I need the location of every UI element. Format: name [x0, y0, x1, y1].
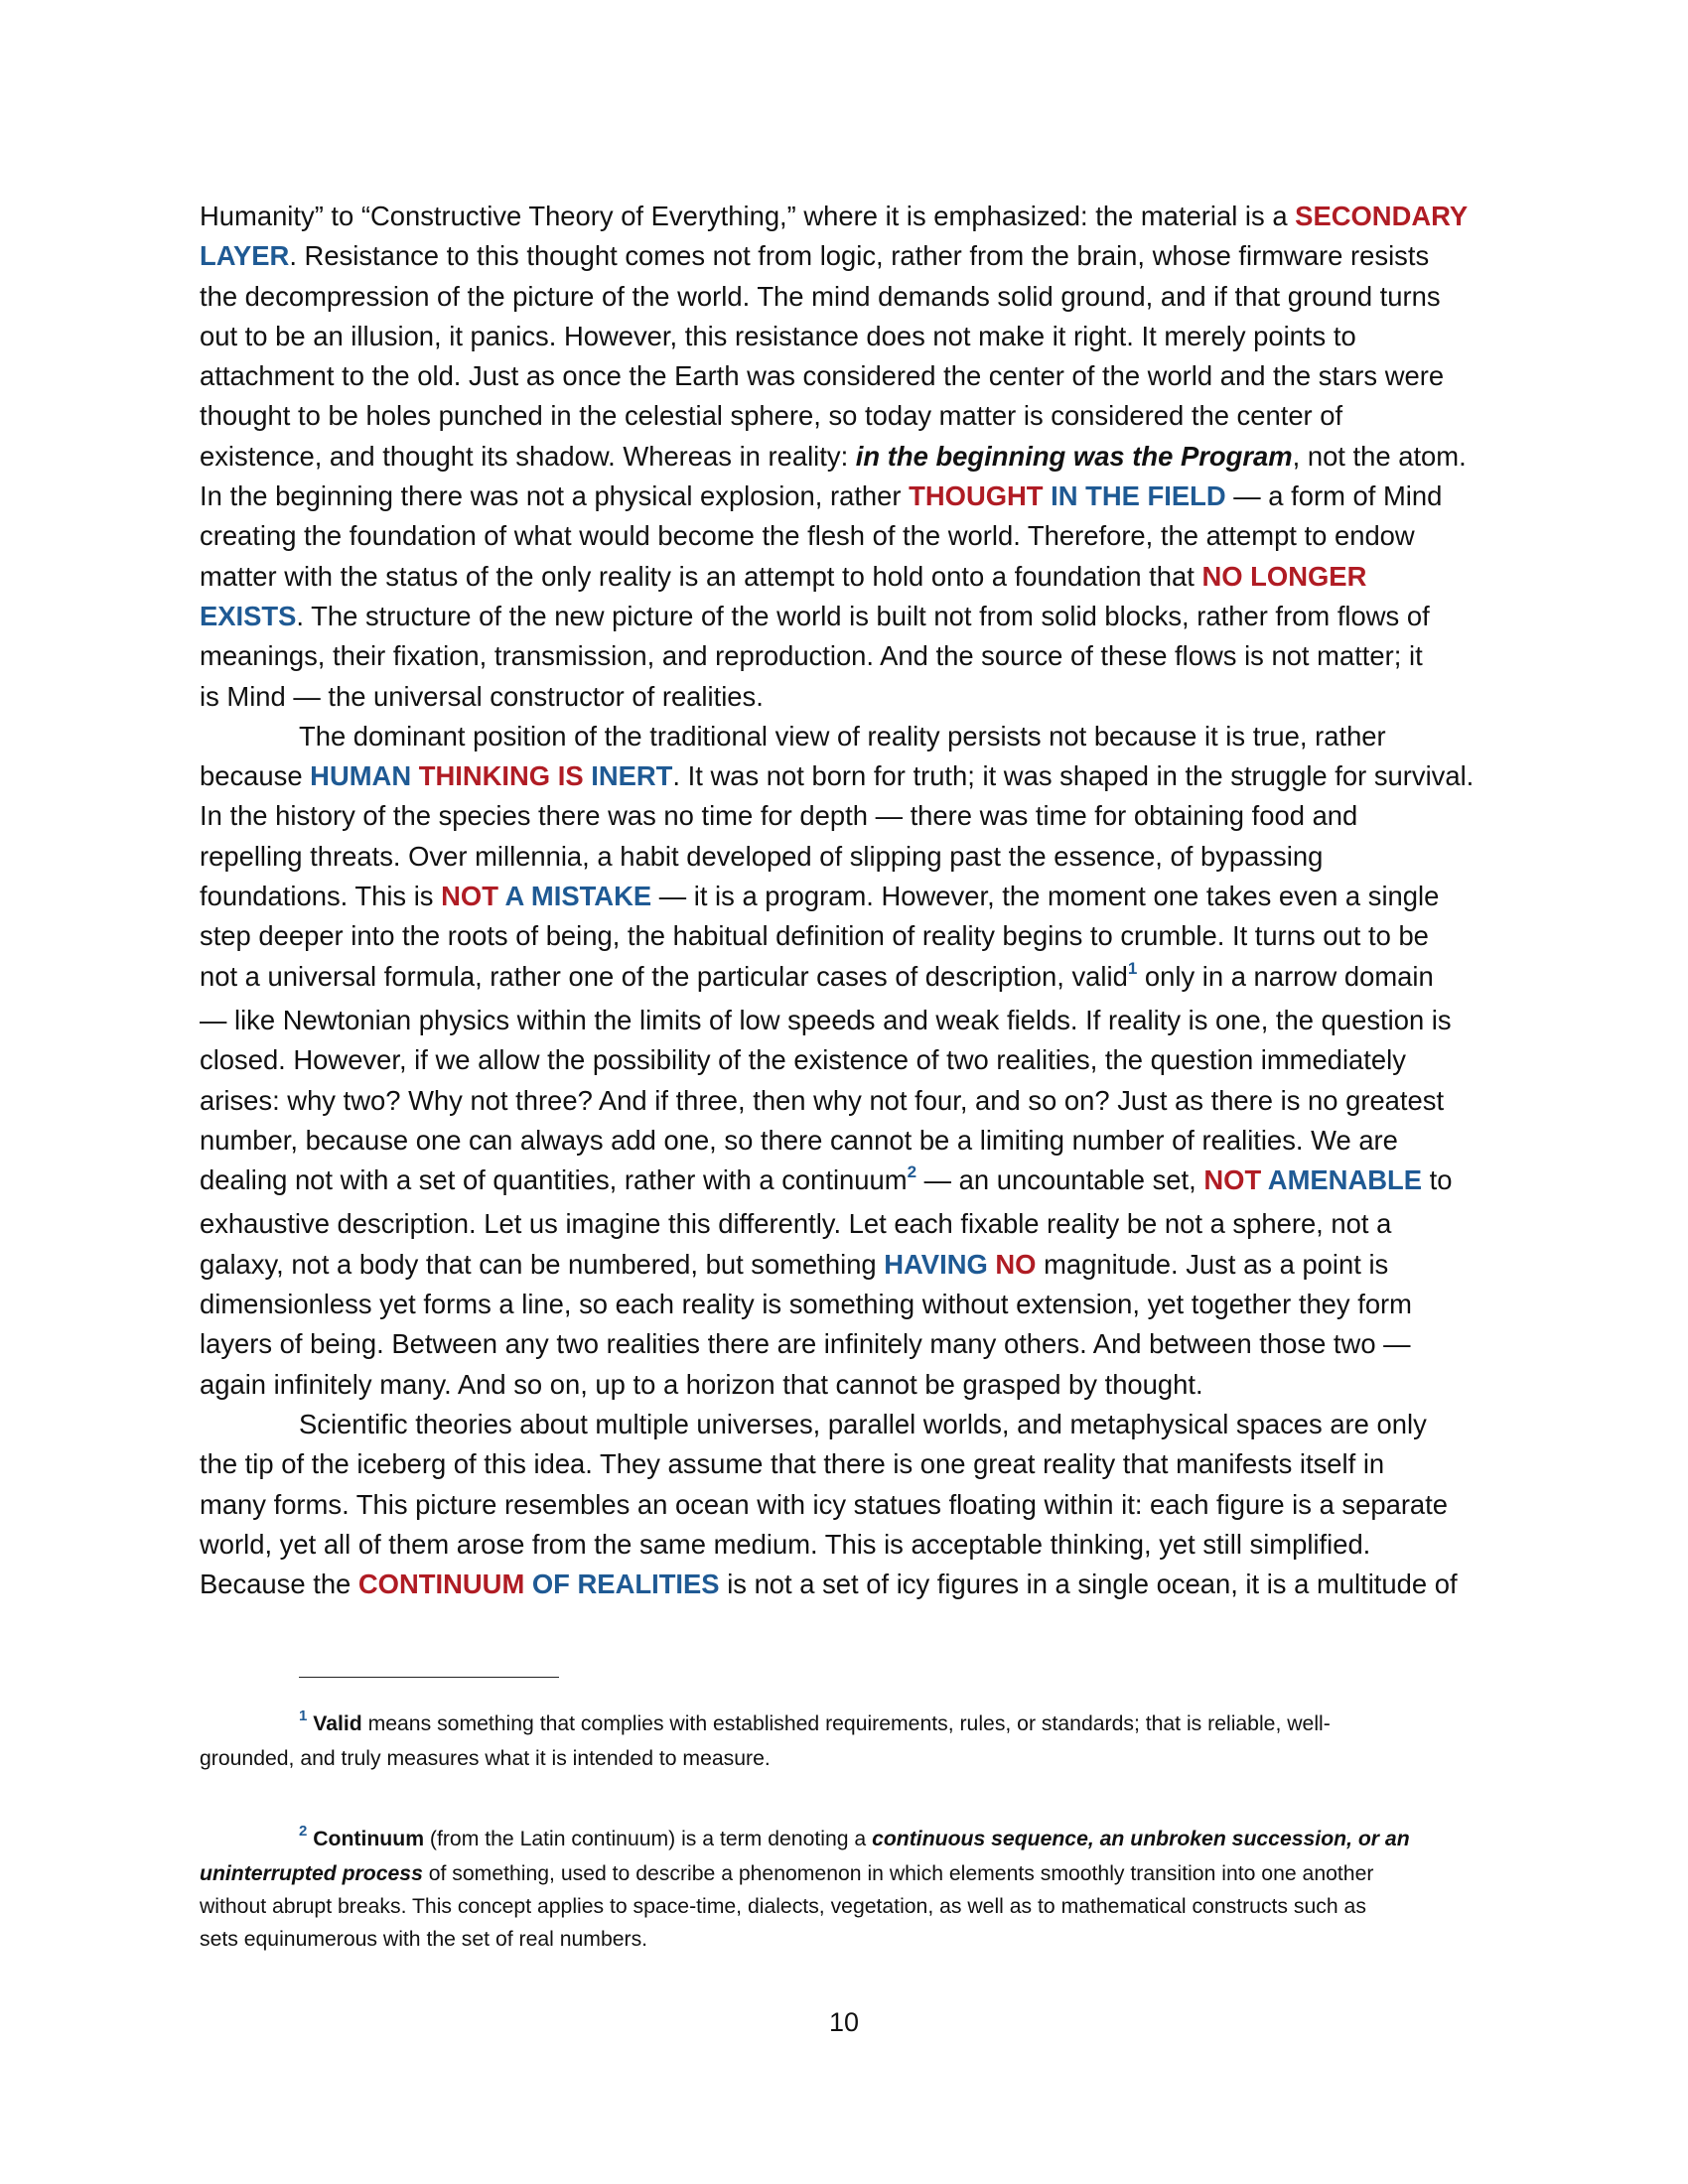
text-line: number, because one can always add one, so there cannot be a limiting number of realities. We are	[200, 1124, 1398, 1156]
text-line: meanings, their fixation, transmission, and reproduction. And the source of these flows is not matter; it	[200, 640, 1423, 672]
text-line: exhaustive description. Let us imagine this differently. Let each fixable reality be not a sphere, not a	[200, 1208, 1392, 1240]
text-line: Humanity” to “Constructive Theory of Everything,” where it is emphasized: the material is a SECONDARY	[200, 201, 1469, 231]
footnote-line: sets equinumerous with the set of real numbers.	[200, 1928, 648, 1951]
text-line: In the history of the species there was no time for depth — there was time for obtaining food and	[200, 800, 1358, 832]
emphasis-red: CONTINUUM	[357, 1569, 525, 1600]
text-line: out to be an illusion, it panics. However, this resistance does not make it right. It merely points to	[200, 320, 1356, 351]
text-line: is Mind — the universal constructor of realities.	[200, 680, 764, 712]
text-line: In the beginning there was not a physical explosion, rather THOUGHT IN THE FIELD — a form of Mind	[200, 480, 1443, 512]
page-number: 10	[828, 2007, 860, 2037]
footnote-emphasis: uninterrupted process	[200, 1862, 423, 1885]
emphasis-red: NO	[987, 1248, 1037, 1280]
footnote-ref-1[interactable]: 1	[1127, 958, 1138, 978]
footnote-1	[200, 1707, 1490, 1775]
footnote-number: 1	[299, 1707, 308, 1724]
text-line: creating the foundation of what would become the flesh of the world. Therefore, the attempt to endow	[200, 520, 1415, 552]
emphasis-red: THINKING IS	[411, 760, 584, 792]
emphasis-blue: A MISTAKE	[497, 881, 652, 912]
emphasis-blue: INERT	[583, 760, 673, 792]
emphasis-blue: AMENABLE	[1261, 1164, 1423, 1196]
text-line: the decompression of the picture of the world. The mind demands solid ground, and if that ground turns	[200, 280, 1441, 312]
emphasis-blue: HUMAN	[310, 760, 412, 792]
text-line-indented: The dominant position of the traditional view of reality persists not because it is true, rather	[299, 720, 1386, 751]
text-line: because HUMAN THINKING IS INERT. It was not born for truth; it was shaped in the struggle for survival.	[200, 760, 1475, 792]
emphasis-red: NOT	[1203, 1164, 1262, 1196]
emphasis-blue: LAYER	[200, 240, 290, 272]
text-line: galaxy, not a body that can be numbered, but something HAVING NO magnitude. Just as a point is	[200, 1248, 1389, 1280]
text-line: LAYER. Resistance to this thought comes not from logic, rather from the brain, whose firmware resists	[200, 240, 1430, 272]
text-line: Because the CONTINUUM OF REALITIES is not a set of icy figures in a single ocean, it is a multitude of	[200, 1569, 1458, 1600]
emphasis-red: THOUGHT	[909, 480, 1044, 512]
footnote-line: uninterrupted process of something, used to describe a phenomenon in which elements smoothly transition into one another	[200, 1862, 1374, 1885]
text-line: not a universal formula, rather one of the particular cases of description, valid$^1$ only in a narrow domain	[200, 958, 1434, 992]
footnote-term: Continuum	[313, 1828, 425, 1850]
text-line: existence, and thought its shadow. Whereas in reality: in the beginning was the Program, not the atom.	[200, 440, 1467, 472]
text-line: — like Newtonian physics within the limits of low speeds and weak fields. If reality is one, the question is	[200, 1004, 1452, 1035]
footnote-ref-2[interactable]: 2	[907, 1162, 917, 1182]
text-line: attachment to the old. Just as once the Earth was considered the center of the world and the stars were	[200, 360, 1445, 392]
text-line: layers of being. Between any two realities there are infinitely many others. And between those two —	[200, 1328, 1411, 1360]
emphasis-blue: HAVING	[884, 1248, 988, 1280]
emphasis-red: SECONDARY	[1295, 201, 1469, 231]
text-line: thought to be holes punched in the celestial sphere, so today matter is considered the center of	[200, 400, 1343, 432]
text-line: again infinitely many. And so on, up to a horizon that cannot be grasped by thought.	[200, 1368, 1203, 1400]
text-line: the tip of the iceberg of this idea. They assume that there is one great reality that manifests itself in	[200, 1448, 1385, 1480]
emphasis-blue: EXISTS	[200, 600, 297, 631]
text-line: repelling threats. Over millennia, a habit developed of slipping past the essence, of bypassing	[200, 840, 1324, 872]
footnote-line: grounded, and truly measures what it is intended to measure.	[200, 1747, 771, 1770]
text-line: world, yet all of them arose from the same medium. This is acceptable thinking, yet still simplified.	[200, 1528, 1371, 1560]
footnote-line: without abrupt breaks. This concept applies to space-time, dialects, vegetation, as well as to mathematical constructs such as	[200, 1895, 1366, 1918]
body-text	[200, 197, 1490, 1604]
text-line: arises: why two? Why not three? And if three, then why not four, and so on? Just as there is no greatest	[200, 1084, 1445, 1116]
footnote-2	[200, 1823, 1490, 1956]
emphasis-red: NOT	[441, 881, 498, 912]
footnote-line: $^1$ Valid means something that complies with established requirements, rules, or standards; that is reliable, well-	[299, 1707, 1331, 1735]
text-line: closed. However, if we allow the possibility of the existence of two realities, the question immediately	[200, 1044, 1406, 1076]
footnote-emphasis: continuous sequence, an unbroken succession, or an	[872, 1828, 1410, 1850]
text-line: matter with the status of the only reality is an attempt to hold onto a foundation that NO LONGER	[200, 560, 1367, 592]
text-line: step deeper into the roots of being, the habitual definition of reality begins to crumble. It turns out to be	[200, 920, 1429, 952]
footnote-line: $^2$ Continuum (from the Latin continuum) is a term denoting a continuous sequence, an unbroken succession, or an	[299, 1823, 1410, 1850]
emphasis-blue: OF REALITIES	[524, 1569, 720, 1600]
text-line: dealing not with a set of quantities, rather with a continuum$^2$ — an uncountable set, NOT AMENABLE to	[200, 1162, 1453, 1196]
text-line: dimensionless yet forms a line, so each reality is something without extension, yet together they form	[200, 1289, 1412, 1320]
emphasis-bold-italic: in the beginning was the Program	[855, 440, 1293, 472]
footnote-separator	[299, 1677, 559, 1678]
text-line: foundations. This is NOT A MISTAKE — it is a program. However, the moment one takes even a single	[200, 881, 1440, 912]
text-line: EXISTS. The structure of the new picture of the world is built not from solid blocks, rather from flows of	[200, 600, 1430, 631]
emphasis-blue: IN THE FIELD	[1043, 480, 1226, 512]
footnote-term: Valid	[313, 1712, 362, 1735]
text-line-indented: Scientific theories about multiple universes, parallel worlds, and metaphysical spaces are only	[299, 1408, 1427, 1439]
text-line: many forms. This picture resembles an ocean with icy statues floating within it: each figure is a separate	[200, 1488, 1449, 1520]
footnote-number: 2	[299, 1823, 308, 1840]
emphasis-red: NO LONGER	[1201, 560, 1367, 592]
